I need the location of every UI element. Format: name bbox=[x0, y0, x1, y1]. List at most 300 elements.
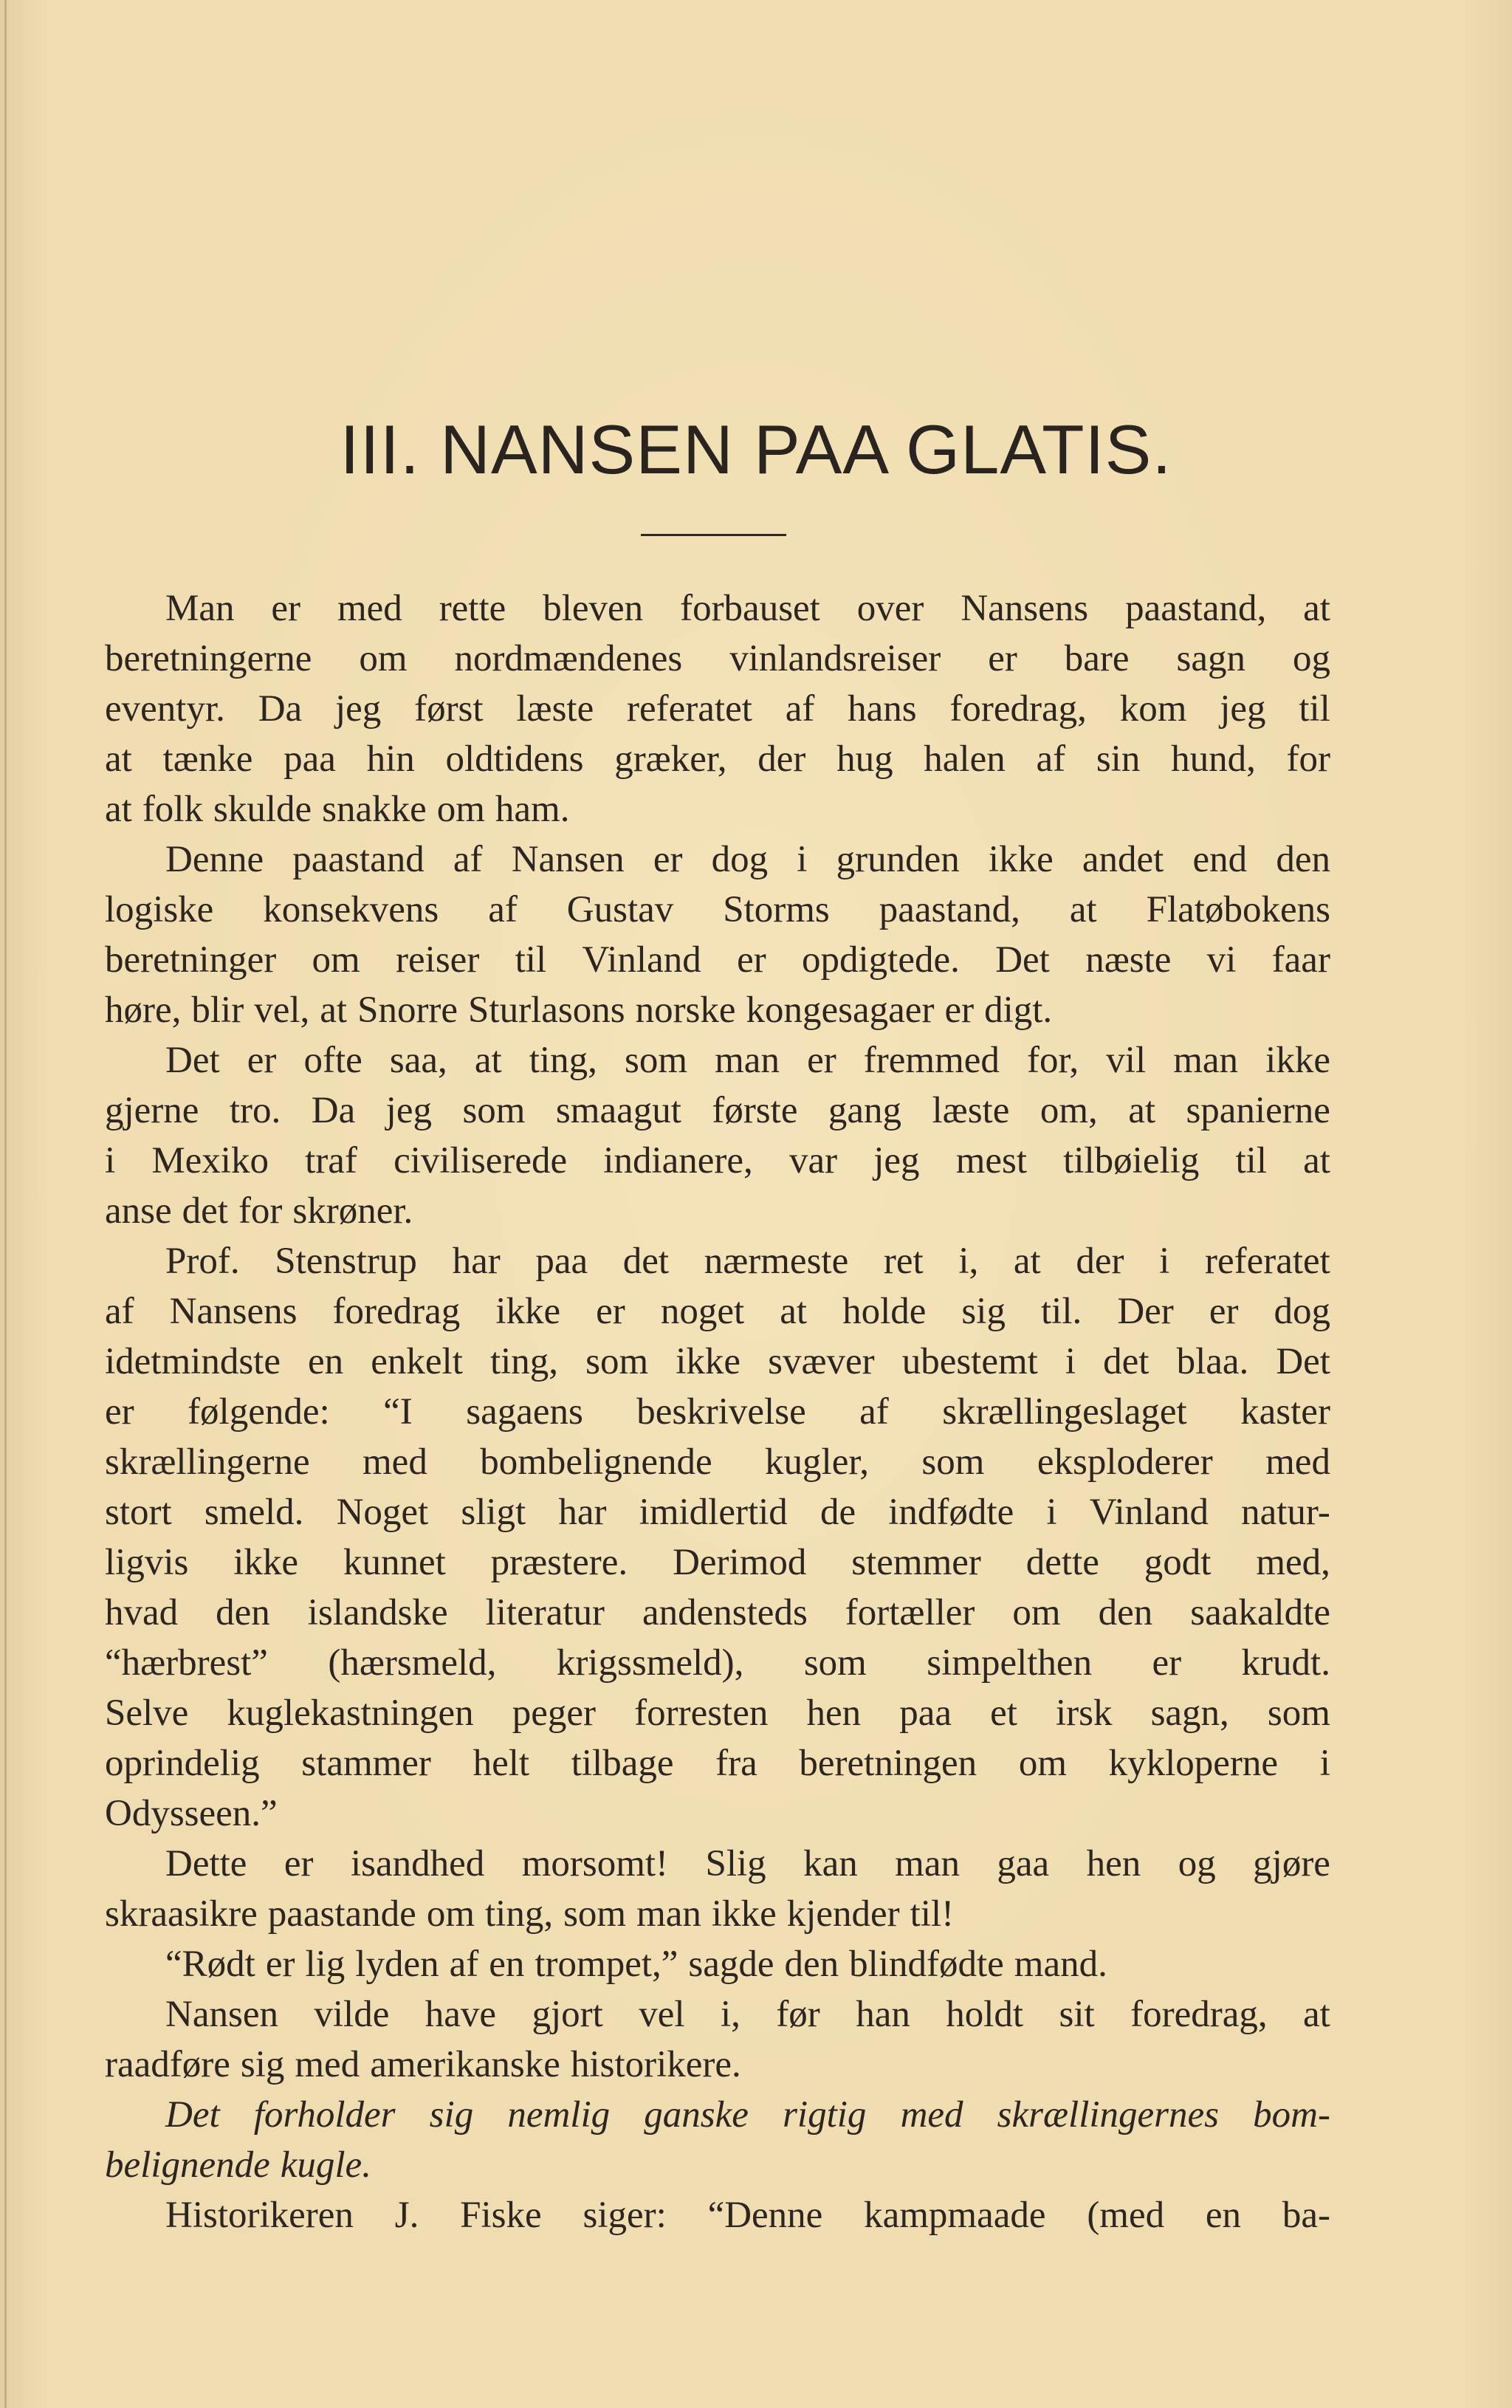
word: for bbox=[238, 1190, 283, 1232]
word: Selve bbox=[105, 1692, 189, 1734]
word: den bbox=[784, 1944, 839, 1985]
word: hund, bbox=[1171, 738, 1256, 780]
word: fortæller bbox=[845, 1592, 975, 1633]
word: J. bbox=[394, 2195, 419, 2236]
word: andensteds bbox=[642, 1592, 808, 1633]
word: ting, bbox=[489, 1341, 559, 1382]
word: skrællingerne bbox=[105, 1441, 310, 1483]
word: gjøre bbox=[1253, 1843, 1330, 1884]
word: at bbox=[1013, 1241, 1041, 1282]
word: beretningen bbox=[799, 1743, 977, 1784]
word: en bbox=[1205, 2195, 1242, 2236]
word: vilde bbox=[314, 1994, 390, 2035]
word: om bbox=[436, 789, 485, 830]
word: belignende bbox=[105, 2144, 270, 2186]
word: i bbox=[1319, 1743, 1330, 1784]
word: ting, bbox=[529, 1040, 597, 1081]
word: og bbox=[1178, 1843, 1216, 1884]
word: til! bbox=[910, 1893, 955, 1935]
word: den bbox=[216, 1592, 270, 1633]
word: med bbox=[337, 588, 402, 629]
text-line bbox=[105, 985, 1330, 1035]
word: som bbox=[625, 1040, 688, 1081]
word: er bbox=[1152, 1642, 1182, 1684]
word: ganske bbox=[644, 2094, 749, 2136]
word: ting, bbox=[484, 1893, 554, 1935]
word: beskrivelse bbox=[636, 1391, 806, 1433]
word: ikke bbox=[495, 1291, 561, 1332]
word: smaagut bbox=[555, 1090, 681, 1131]
word: kan bbox=[803, 1843, 858, 1884]
word: med bbox=[1265, 1441, 1330, 1483]
text-line bbox=[105, 1286, 1330, 1337]
word: Vinland bbox=[1089, 1492, 1209, 1533]
word: irsk bbox=[1055, 1692, 1113, 1734]
word: som bbox=[462, 1090, 526, 1131]
word: Snorre bbox=[357, 989, 458, 1031]
word: til. bbox=[1041, 1291, 1082, 1332]
word: kom bbox=[1119, 688, 1187, 730]
word: hin bbox=[366, 738, 415, 780]
word: enkelt bbox=[371, 1341, 463, 1382]
word: græker, bbox=[614, 738, 727, 780]
word: skrællingeslaget bbox=[942, 1391, 1187, 1433]
word: stemmer bbox=[851, 1542, 981, 1583]
word: en bbox=[489, 1944, 525, 1985]
word: blir bbox=[191, 989, 244, 1031]
text-line bbox=[105, 1839, 1330, 1889]
word: har bbox=[452, 1241, 501, 1282]
word: saa, bbox=[389, 1040, 447, 1081]
word: referatet bbox=[1205, 1241, 1330, 1282]
word: tænke bbox=[162, 738, 253, 780]
word: bom- bbox=[1253, 2094, 1330, 2136]
word: af bbox=[453, 839, 483, 880]
word: gjort bbox=[532, 1994, 603, 2035]
word: holdt bbox=[946, 1994, 1024, 2035]
word: ubestemt bbox=[901, 1341, 1038, 1382]
word: til bbox=[1235, 1140, 1267, 1181]
word: paa bbox=[284, 738, 336, 780]
word: folk bbox=[142, 789, 203, 830]
word: paastand bbox=[292, 839, 425, 880]
word: vil bbox=[1106, 1040, 1147, 1081]
word: er bbox=[653, 839, 683, 880]
word: der bbox=[757, 738, 806, 780]
word: hug bbox=[836, 738, 893, 780]
word: er bbox=[807, 1040, 836, 1081]
word: første bbox=[712, 1090, 798, 1131]
word: islandske bbox=[307, 1592, 448, 1633]
word: ikke bbox=[1265, 1040, 1330, 1081]
word: hen bbox=[1086, 1843, 1141, 1884]
text-line bbox=[105, 2140, 1330, 2190]
text-line bbox=[105, 1387, 1330, 1437]
word: nemlig bbox=[507, 2094, 611, 2136]
text-line bbox=[105, 1939, 1330, 1989]
text-line bbox=[105, 684, 1330, 734]
word: idetmindste bbox=[105, 1341, 281, 1382]
word: isandhed bbox=[350, 1843, 485, 1884]
word: historikere. bbox=[570, 2044, 741, 2085]
word: paa bbox=[899, 1692, 952, 1734]
word: er bbox=[737, 939, 766, 981]
word: foredrag bbox=[332, 1291, 461, 1332]
word: man bbox=[1173, 1040, 1239, 1081]
word: norske bbox=[635, 989, 736, 1031]
word: om bbox=[426, 1893, 475, 1935]
word: skrællingernes bbox=[997, 2094, 1219, 2136]
text-line bbox=[105, 2040, 1330, 2090]
word: rigtig bbox=[783, 2094, 867, 2136]
word: kampmaade bbox=[864, 2195, 1046, 2236]
word: for, bbox=[1026, 1040, 1079, 1081]
word: smeld. bbox=[204, 1492, 304, 1533]
word: peger bbox=[512, 1692, 597, 1734]
word: krigssmeld), bbox=[556, 1642, 744, 1684]
word: paastande bbox=[267, 1893, 416, 1935]
word: “Denne bbox=[707, 2195, 823, 2236]
word: halen bbox=[924, 738, 1006, 780]
word: bombelignende bbox=[480, 1441, 712, 1483]
page-gutter bbox=[4, 0, 7, 2408]
word: stort bbox=[105, 1492, 172, 1533]
word: Historikeren bbox=[165, 2195, 354, 2236]
word: i bbox=[797, 839, 808, 880]
word: at bbox=[1303, 588, 1330, 629]
word: ligvis bbox=[105, 1542, 189, 1583]
title-rule bbox=[641, 534, 786, 536]
word: blindfødte bbox=[849, 1944, 1004, 1985]
word: oprindelig bbox=[105, 1743, 260, 1784]
word: eventyr. bbox=[105, 688, 225, 730]
word: civiliserede bbox=[394, 1140, 568, 1181]
word: det bbox=[182, 1190, 228, 1232]
text-line bbox=[105, 734, 1330, 784]
text-line bbox=[105, 1638, 1330, 1688]
word: simpelthen bbox=[927, 1642, 1093, 1684]
word: kugler, bbox=[765, 1441, 870, 1483]
text-line bbox=[105, 834, 1330, 885]
word: vinlandsreiser bbox=[729, 638, 941, 679]
word: Noget bbox=[336, 1492, 429, 1533]
word: først bbox=[414, 688, 484, 730]
text-line bbox=[105, 784, 1330, 834]
text-line bbox=[105, 634, 1330, 684]
text-line bbox=[105, 935, 1330, 985]
word: fra bbox=[715, 1743, 757, 1784]
word: hen bbox=[806, 1692, 862, 1734]
text-line bbox=[105, 885, 1330, 935]
word: stammer bbox=[301, 1743, 431, 1784]
word: er bbox=[1209, 1291, 1239, 1332]
word: beretningerne bbox=[105, 638, 312, 679]
word: sagde bbox=[688, 1944, 774, 1985]
word: ofte bbox=[303, 1040, 362, 1081]
word: hans bbox=[848, 688, 917, 730]
word: om, bbox=[1040, 1090, 1098, 1131]
word: af bbox=[1036, 738, 1066, 780]
word: Derimod bbox=[673, 1542, 807, 1583]
word: imidlertid bbox=[639, 1492, 788, 1533]
word: ikke bbox=[711, 1893, 777, 1935]
word: om bbox=[359, 638, 408, 679]
word: kaster bbox=[1240, 1391, 1330, 1433]
word: af bbox=[449, 1944, 479, 1985]
word: i bbox=[1046, 1492, 1057, 1533]
word: opdigtede. bbox=[802, 939, 960, 981]
word: i, bbox=[720, 1994, 740, 2035]
word: anse bbox=[105, 1190, 172, 1232]
text-line bbox=[105, 583, 1330, 634]
text-line bbox=[105, 1788, 1330, 1839]
word: end bbox=[1192, 839, 1248, 880]
word: ret bbox=[883, 1241, 924, 1282]
word: natur- bbox=[1241, 1492, 1330, 1533]
word: som bbox=[585, 1341, 649, 1382]
word: rette bbox=[439, 588, 506, 629]
word: om bbox=[1018, 1743, 1067, 1784]
word: vel, bbox=[254, 989, 310, 1031]
word: sig bbox=[961, 1291, 1006, 1332]
word: “Rødt bbox=[165, 1944, 255, 1985]
word: man bbox=[715, 1040, 780, 1081]
body-text bbox=[105, 583, 1330, 2240]
word: referatet bbox=[627, 688, 752, 730]
word: skraasikre bbox=[105, 1893, 258, 1935]
word: forresten bbox=[634, 1692, 769, 1734]
word: sligt bbox=[461, 1492, 526, 1533]
word: af bbox=[859, 1391, 889, 1433]
word: at bbox=[1128, 1090, 1155, 1131]
word: Denne bbox=[165, 839, 264, 880]
word: høre, bbox=[105, 989, 182, 1031]
word: raadføre bbox=[105, 2044, 230, 2085]
word: til bbox=[1299, 688, 1330, 730]
word: af bbox=[105, 1291, 134, 1332]
word: at bbox=[105, 738, 132, 780]
word: der bbox=[1076, 1241, 1124, 1282]
word: Man bbox=[165, 588, 235, 629]
word: forholder bbox=[253, 2094, 396, 2136]
word: ham. bbox=[495, 789, 570, 830]
word: tilbøielig bbox=[1063, 1140, 1200, 1181]
word: over bbox=[856, 588, 924, 629]
word: tilbage bbox=[571, 1743, 674, 1784]
text-line bbox=[105, 1487, 1330, 1537]
word: hvad bbox=[105, 1592, 179, 1633]
word: Gustav bbox=[566, 889, 674, 930]
word: det bbox=[622, 1241, 670, 1282]
word: mand. bbox=[1014, 1944, 1107, 1985]
text-line bbox=[105, 1437, 1330, 1487]
text-line bbox=[105, 1186, 1330, 1236]
word: kuglekastningen bbox=[227, 1692, 474, 1734]
text-line bbox=[105, 1537, 1330, 1588]
word: indianere, bbox=[603, 1140, 753, 1181]
word: før bbox=[776, 1994, 820, 2035]
word: (med bbox=[1087, 2195, 1165, 2236]
word: digt. bbox=[984, 989, 1053, 1031]
text-line bbox=[105, 1085, 1330, 1136]
word: amerikanske bbox=[370, 2044, 560, 2085]
word: det bbox=[1103, 1341, 1150, 1382]
word: Slig bbox=[705, 1843, 766, 1884]
word: mest bbox=[955, 1140, 1028, 1181]
word: blaa. bbox=[1176, 1341, 1249, 1382]
word: dog bbox=[1274, 1291, 1330, 1332]
word: at bbox=[1069, 889, 1097, 930]
word: andet bbox=[1082, 839, 1164, 880]
word: snakke bbox=[322, 789, 427, 830]
word: Stenstrup bbox=[275, 1241, 417, 1282]
word: et bbox=[990, 1692, 1017, 1734]
word: morsomt! bbox=[521, 1843, 669, 1884]
word: sit bbox=[1059, 1994, 1095, 2035]
text-line bbox=[105, 1989, 1330, 2040]
word: (hærsmeld, bbox=[328, 1642, 497, 1684]
word: krudt. bbox=[1241, 1642, 1330, 1684]
word: Nansen bbox=[165, 1994, 278, 2035]
word: traf bbox=[305, 1140, 357, 1181]
word: Da bbox=[258, 688, 303, 730]
word: Mexiko bbox=[151, 1140, 269, 1181]
text-line bbox=[105, 1688, 1330, 1738]
text-line bbox=[105, 1035, 1330, 1085]
word: jeg bbox=[385, 1090, 432, 1131]
word: dette bbox=[1025, 1542, 1099, 1583]
word: at bbox=[1303, 1994, 1330, 2035]
word: Storms bbox=[723, 889, 830, 930]
word: er bbox=[944, 989, 975, 1031]
word: gang bbox=[828, 1090, 902, 1131]
word: i, bbox=[958, 1241, 979, 1282]
word: for bbox=[1286, 738, 1330, 780]
word: jeg bbox=[873, 1140, 920, 1181]
word: jeg bbox=[1220, 688, 1266, 730]
text-line bbox=[105, 1337, 1330, 1387]
word: sig bbox=[429, 2094, 474, 2136]
word: sig bbox=[240, 2044, 285, 2085]
word: sagn bbox=[1176, 638, 1245, 679]
word: til bbox=[515, 939, 547, 981]
word: han bbox=[856, 1994, 910, 2035]
word: kugle. bbox=[280, 2144, 371, 2186]
word: godt bbox=[1144, 1542, 1212, 1583]
word: man bbox=[895, 1843, 960, 1884]
word: vel bbox=[639, 1994, 685, 2035]
word: Da bbox=[311, 1090, 356, 1131]
word: gjerne bbox=[105, 1090, 199, 1131]
word: som bbox=[803, 1642, 867, 1684]
word: nærmeste bbox=[704, 1241, 849, 1282]
word: var bbox=[788, 1140, 838, 1181]
word: vi bbox=[1206, 939, 1237, 981]
word: følgende: bbox=[188, 1391, 330, 1433]
word: sagn, bbox=[1150, 1692, 1229, 1734]
word: Der bbox=[1117, 1291, 1174, 1332]
word: tro. bbox=[229, 1090, 281, 1131]
word: grunden bbox=[836, 839, 960, 880]
word: den bbox=[1276, 839, 1330, 880]
word: ikke bbox=[233, 1542, 299, 1583]
word: læste bbox=[516, 688, 594, 730]
word: sagaens bbox=[466, 1391, 583, 1433]
word: have bbox=[425, 1994, 497, 2035]
word: Nansens bbox=[961, 588, 1089, 629]
word: spanierne bbox=[1186, 1090, 1330, 1131]
word: gaa bbox=[997, 1843, 1050, 1884]
word: Dette bbox=[165, 1843, 247, 1884]
word: ikke bbox=[988, 839, 1054, 880]
word: at bbox=[105, 789, 132, 830]
word: den bbox=[1098, 1592, 1153, 1633]
word: fremmed bbox=[863, 1040, 1000, 1081]
word: indfødte bbox=[888, 1492, 1014, 1533]
word: Det bbox=[165, 2094, 220, 2136]
word: ba- bbox=[1282, 2195, 1330, 2236]
word: i bbox=[1065, 1341, 1076, 1382]
word: ikke bbox=[676, 1341, 741, 1382]
word: kongesagaer bbox=[746, 989, 935, 1031]
word: paastand, bbox=[1125, 588, 1267, 629]
word: siger: bbox=[583, 2195, 667, 2236]
word: Nansens bbox=[169, 1291, 298, 1332]
word: er bbox=[284, 1843, 314, 1884]
word: faar bbox=[1271, 939, 1330, 981]
word: bare bbox=[1064, 638, 1130, 679]
word: paastand, bbox=[879, 889, 1020, 930]
word: præstere. bbox=[490, 1542, 628, 1583]
word: er bbox=[271, 588, 301, 629]
text-line bbox=[105, 1588, 1330, 1638]
word: Sturlasons bbox=[468, 989, 625, 1031]
word: eksploderer bbox=[1037, 1441, 1213, 1483]
text-line bbox=[105, 1889, 1330, 1939]
word: at bbox=[320, 989, 348, 1031]
word: kunnet bbox=[343, 1542, 446, 1583]
word: logiske bbox=[105, 889, 214, 930]
word: bleven bbox=[543, 588, 644, 629]
word: beretninger bbox=[105, 939, 277, 981]
word: literatur bbox=[485, 1592, 605, 1633]
word: om bbox=[312, 939, 360, 981]
word: som bbox=[921, 1441, 985, 1483]
word: lyden bbox=[355, 1944, 439, 1985]
text-line bbox=[105, 2190, 1330, 2240]
word: at bbox=[474, 1040, 502, 1081]
word: af bbox=[488, 889, 518, 930]
word: med, bbox=[1256, 1542, 1330, 1583]
word: som bbox=[1267, 1692, 1330, 1734]
word: er bbox=[247, 1040, 277, 1081]
chapter-title: III. NANSEN PAA GLATIS. bbox=[340, 411, 1172, 488]
word: med bbox=[362, 1441, 427, 1483]
word: og bbox=[1292, 638, 1330, 679]
word: Flatøbokens bbox=[1146, 889, 1330, 930]
word: konsekvens bbox=[263, 889, 439, 930]
word: kykloperne bbox=[1108, 1743, 1279, 1784]
word: kjender bbox=[786, 1893, 900, 1935]
word: de bbox=[819, 1492, 856, 1533]
word: er bbox=[596, 1291, 625, 1332]
word: foredrag, bbox=[949, 688, 1087, 730]
word: i bbox=[105, 1140, 116, 1181]
word: af bbox=[785, 688, 815, 730]
word: skrøner. bbox=[292, 1190, 413, 1232]
word: er bbox=[988, 638, 1017, 679]
text-line bbox=[105, 1738, 1330, 1788]
